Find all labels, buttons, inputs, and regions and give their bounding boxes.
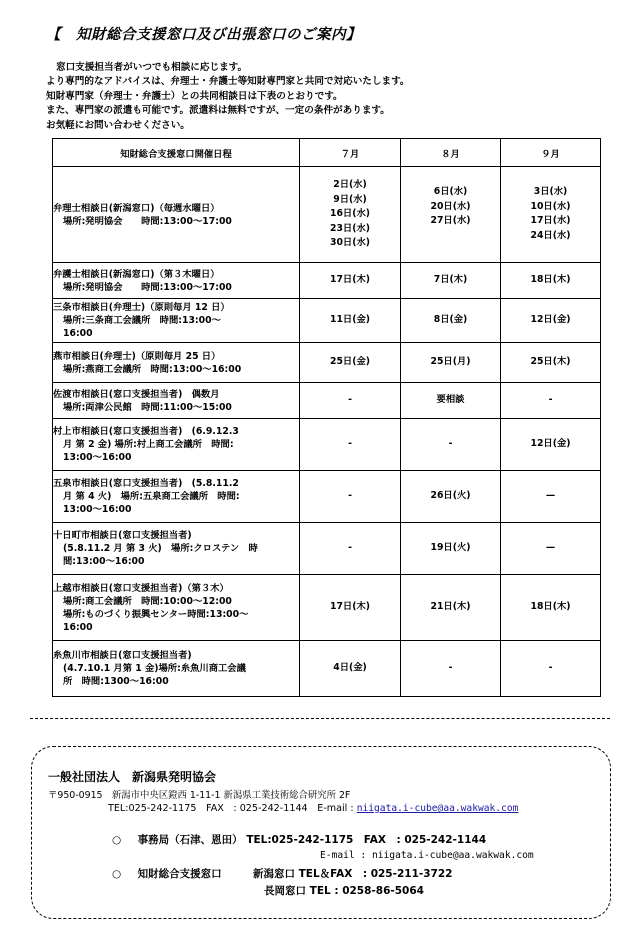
org-address: 〒950-0915 新潟市中央区鐙西 1-11-1 新潟県工業技術総合研究所 2F: [48, 790, 351, 801]
intro-line: より専門的なアドバイスは、弁理士・弁護士等知財専門家と共同で対応いたします。: [46, 76, 410, 88]
date-cell-sep: [501, 167, 601, 263]
separator-dashed-line: [30, 718, 610, 719]
date-value: 18日(木): [530, 601, 571, 613]
date-value: 4日(金): [333, 662, 367, 674]
date-cell-sep: [501, 471, 601, 523]
session-label-line: 場所:発明協会 時間:13:00〜17:00: [63, 215, 232, 227]
email-link[interactable]: niigata.i-cube@aa.wakwak.com: [356, 803, 519, 814]
date-value: 2日(水): [333, 179, 367, 191]
date-value: 21日(木): [430, 601, 471, 613]
date-cell-aug: [401, 419, 501, 471]
date-value: -: [548, 394, 553, 406]
session-label-line: 場所:商工会議所 時間:10:00〜12:00: [63, 595, 232, 607]
table-row: [53, 575, 601, 641]
date-value: 9日(水): [333, 193, 367, 205]
date-value: 8日(金): [433, 314, 468, 326]
session-label-line: 弁理士相談日(新潟窓口)（毎週水曜日）: [53, 202, 220, 214]
office-label: 事務局（石津、恩田）: [137, 834, 243, 846]
date-cell-jul: [300, 419, 401, 471]
date-value: 20日(水): [430, 200, 471, 212]
date-cell-jul: [300, 167, 401, 263]
date-value: -: [348, 542, 352, 554]
date-value: 26日(火): [430, 490, 471, 502]
date-cell-jul: [300, 641, 401, 697]
session-label-line: 三条市相談日(弁理士)（原則毎月 12 日）: [53, 302, 230, 313]
date-value: 25日(月): [430, 356, 471, 368]
window-contact: [112, 866, 452, 881]
date-cell-sep: [501, 343, 601, 383]
session-label: [53, 299, 300, 343]
header-july: ７月: [300, 139, 401, 167]
session-label: [53, 343, 300, 383]
date-cell-aug: [401, 299, 501, 343]
date-cell-jul: [300, 523, 401, 575]
header-august: ８月: [401, 139, 501, 167]
date-value: -: [348, 394, 352, 406]
table-row: [53, 299, 601, 343]
date-value: -: [448, 438, 453, 450]
intro-text: [46, 61, 410, 133]
table-row: [53, 419, 601, 471]
date-cell-sep: [501, 641, 601, 697]
session-label-line: 上越市相談日(窓口支援担当者)（第３木）: [53, 582, 229, 594]
niigata-window: 新潟窓口 TEL＆FAX : 025-211-3722: [252, 868, 453, 880]
session-label-line: 五泉市相談日(窓口支援担当者) (5.8.11.2: [53, 478, 239, 489]
date-cell-jul: [300, 575, 401, 641]
session-label-line: (4.7.10.1 月第 1 金)場所:糸魚川商工会議: [63, 663, 246, 674]
date-value: 10日(水): [530, 200, 571, 212]
table-row: [53, 641, 601, 697]
intro-line: また、専門家の派遣も可能です。派遣料は無料ですが、一定の条件があります。: [46, 105, 390, 117]
session-label-line: 16:00: [63, 621, 93, 633]
header-schedule: 知財総合支援窓口開催日程: [53, 139, 300, 167]
session-label: [53, 575, 300, 641]
date-value: 17日(水): [530, 215, 571, 226]
date-value: 17日(木): [329, 274, 371, 286]
date-value: 19日(火): [430, 542, 471, 554]
circle-bullet-icon: ○: [112, 834, 122, 846]
date-value: -: [448, 662, 453, 674]
date-cell-aug: [401, 641, 501, 697]
date-cell-sep: [501, 523, 601, 575]
date-value: -: [348, 490, 352, 502]
session-label-line: 弁護士相談日(新潟窓口)（第３木曜日）: [53, 268, 220, 280]
date-value: 3日(水): [533, 186, 568, 197]
date-value: 30日(水): [329, 237, 371, 249]
date-cell-aug: [401, 471, 501, 523]
table-row: [53, 471, 601, 523]
date-cell-aug: [401, 575, 501, 641]
date-value: 12日(金): [530, 314, 571, 326]
table-header-row: [53, 139, 601, 167]
date-value: 12日(金): [530, 438, 571, 450]
session-label-line: 場所:両津公民館 時間:11:00〜15:00: [63, 401, 232, 413]
date-value: 11日(金): [329, 314, 371, 326]
date-cell-sep: [501, 575, 601, 641]
session-label-line: 所 時間:1300〜16:00: [63, 676, 169, 687]
session-label-line: 場所:三条商工会議所 時間:13:00〜: [63, 315, 221, 326]
date-value: -: [348, 438, 352, 450]
session-label-line: 場所:ものづくり振興センター時間:13:00〜: [63, 608, 249, 620]
session-label-line: 村上市相談日(窓口支援担当者) (6.9.12.3: [53, 426, 239, 437]
org-tel-fax: TEL:025-242-1175 FAX : 025-242-1144 E-mail :: [108, 803, 354, 814]
date-value: 23日(水): [329, 222, 371, 234]
date-cell-aug: [401, 167, 501, 263]
date-cell-jul: [300, 343, 401, 383]
page-title: 【 知財総合支援窓口及び出張窓口のご案内】: [46, 27, 361, 43]
intro-line: 窓口支援担当者がいつでも相談に応じます。: [56, 62, 248, 73]
date-value: 7日(木): [433, 274, 468, 286]
session-label-line: 糸魚川市相談日(窓口支援担当者): [53, 650, 192, 661]
session-label-line: (5.8.11.2 月 第 3 火) 場所:クロステン 時: [63, 543, 258, 554]
session-label-line: 月 第 2 金) 場所:村上商工会議所 時間:: [63, 439, 234, 450]
org-name: 一般社団法人 新潟県発明協会: [48, 770, 217, 784]
date-cell-sep: [501, 419, 601, 471]
schedule-table: [52, 138, 601, 697]
date-value: —: [545, 542, 556, 554]
session-label: [53, 419, 300, 471]
circle-bullet-icon: ○: [112, 868, 122, 880]
session-label-line: 場所:燕商工会議所 時間:13:00〜16:00: [63, 363, 242, 375]
date-cell-aug: [401, 263, 501, 299]
date-value: -: [548, 662, 553, 674]
date-value: —: [545, 490, 556, 502]
table-row: [53, 343, 601, 383]
nagaoka-window: 長岡窓口 TEL : 0258-86-5064: [264, 885, 424, 897]
date-cell-aug: [401, 343, 501, 383]
header-september: ９月: [501, 139, 601, 167]
session-label-line: 13:00〜16:00: [63, 452, 132, 463]
session-label-line: 十日町市相談日(窓口支援担当者): [53, 530, 192, 541]
date-cell-jul: [300, 383, 401, 419]
date-cell-aug: [401, 383, 501, 419]
intro-line: お気軽にお問い合わせください。: [46, 119, 190, 131]
date-value: 27日(水): [430, 215, 471, 226]
session-label-line: 燕市相談日(弁理士)（原則毎月 25 日）: [53, 350, 221, 362]
session-label: [53, 471, 300, 523]
table-row: [53, 523, 601, 575]
session-label-line: 月 第 4 火) 場所:五泉商工会議所 時間:: [63, 491, 240, 502]
date-cell-jul: [300, 471, 401, 523]
date-cell-sep: [501, 263, 601, 299]
date-cell-jul: [300, 263, 401, 299]
session-label-line: 16:00: [63, 328, 93, 339]
session-label-line: 13:00〜16:00: [63, 504, 132, 515]
session-label-line: 佐渡市相談日(窓口支援担当者) 偶数月: [53, 388, 220, 400]
org-tel-line: [108, 800, 518, 814]
session-label: [53, 641, 300, 697]
date-value: 17日(木): [329, 601, 371, 613]
session-label: [53, 263, 300, 299]
window-label: 知財総合支援窓口: [137, 868, 222, 880]
date-value: 要相談: [436, 394, 465, 406]
date-cell-sep: [501, 299, 601, 343]
date-cell-sep: [501, 383, 601, 419]
table-row: [53, 167, 601, 263]
date-value: 25日(木): [530, 356, 571, 368]
date-cell-jul: [300, 299, 401, 343]
table-row: [53, 383, 601, 419]
office-contact: [112, 832, 486, 847]
session-label: [53, 523, 300, 575]
date-value: 25日(金): [329, 356, 371, 368]
office-tel: TEL:025-242-1175 FAX : 025-242-1144: [246, 834, 487, 846]
table-row: [53, 263, 601, 299]
intro-line: 知財専門家（弁理士・弁護士）との共同相談日は下表のとおりです。: [46, 90, 343, 102]
session-label: [53, 167, 300, 263]
session-label-line: 間:13:00〜16:00: [63, 556, 145, 567]
date-value: 24日(水): [530, 229, 571, 241]
session-label-line: 場所:発明協会 時間:13:00〜17:00: [63, 281, 232, 293]
date-value: 16日(水): [329, 208, 371, 220]
session-label: [53, 383, 300, 419]
date-cell-aug: [401, 523, 501, 575]
date-value: 18日(木): [530, 274, 571, 286]
date-value: 6日(水): [433, 186, 468, 197]
office-email: E-mail : niigata.i-cube@aa.wakwak.com: [320, 850, 534, 861]
